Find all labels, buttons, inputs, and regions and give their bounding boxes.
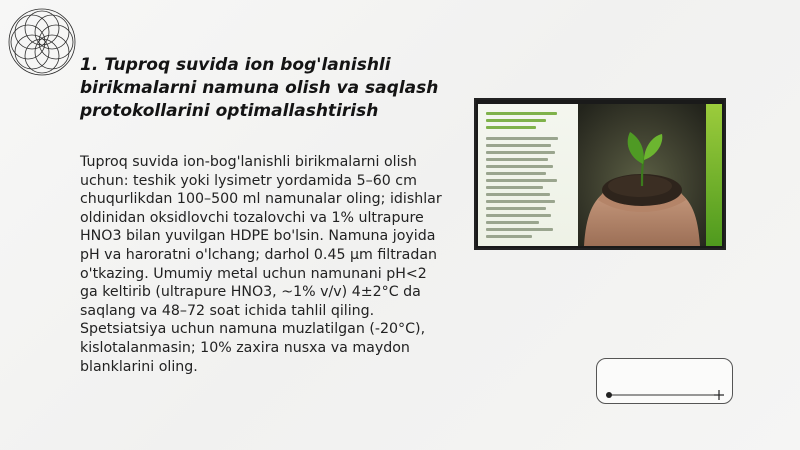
timeline-widget — [596, 358, 733, 404]
seedling-photo — [474, 98, 726, 250]
slide-body-text: Tuproq suvida ion-bog'lanishli birikmalarni olish uchun: teshik yoki lysimetr yordamida 5–60 cm chuqurlikdan 100–500 ml namunalar oling; idishlar oldinidan oksidlovchi tozalovchi va 1% ultrapure HNO3 bilan yuvilgan HDPE bo'lsin. Namuna joyida pH va haroratni o'lchang; darhol 0.45 µm filtradan o'tkazing. Umumiy metal uchun namunani pH<2 ga keltirib (ultrapure HNO3, ~1% v/v) 4±2°C da saqlang va 48–72 soat ichida tahlil qiling. Spetsiatsiya uchun namuna muzlatilgan (-20°C), kislotalanmasin; 10% zaxira nusxa va maydon blanklarini oling. — [80, 154, 442, 375]
photo-text-panel — [478, 104, 578, 246]
green-accent-bar — [706, 104, 722, 246]
spirograph-ornament-icon — [4, 4, 80, 80]
photo-frame — [478, 104, 722, 246]
slide-title: 1. Tuproq suvida ion bog'lanishli birikmalarni namuna olish va saqlash protokollarini optimallashtirish — [80, 55, 439, 121]
timeline-line-icon — [597, 359, 734, 405]
seedling-in-hands-icon — [578, 104, 706, 246]
timeline-start-dot — [606, 392, 612, 398]
